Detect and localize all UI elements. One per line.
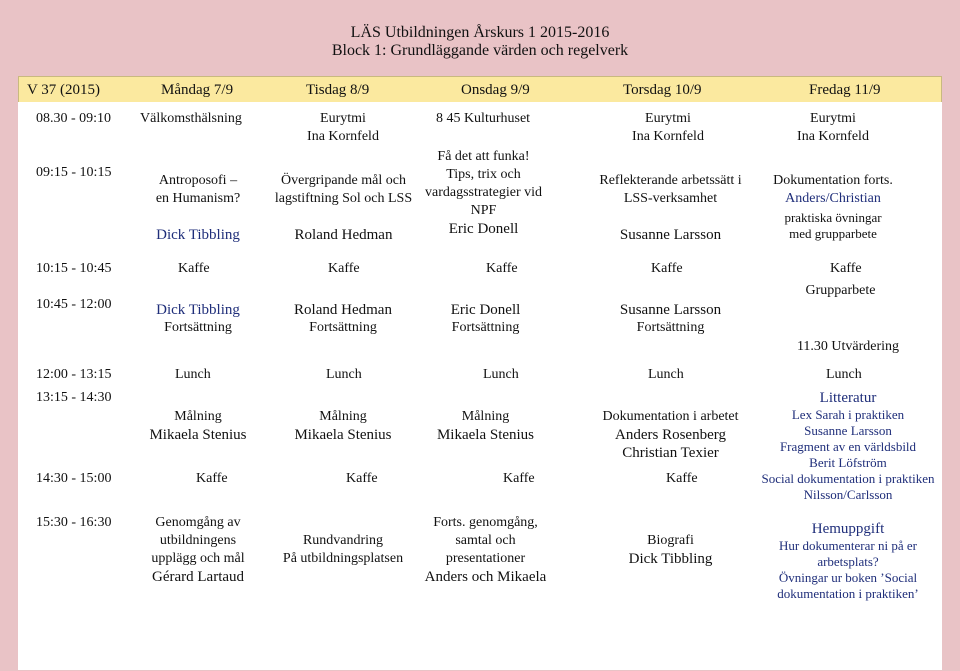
day-tuesday: Tisdag 8/9 bbox=[306, 82, 370, 98]
cell-mon-1045 bbox=[133, 301, 263, 337]
schedule-table bbox=[18, 102, 942, 670]
cell-mon-lunch: Lunch bbox=[175, 367, 211, 382]
cell-fri-1045-b: 11.30 Utvärdering bbox=[796, 339, 900, 354]
teacher: Eric Donell bbox=[450, 302, 521, 318]
cell-fri-0830 bbox=[758, 110, 908, 146]
teacher: Susanne Larsson bbox=[619, 227, 722, 243]
teacher: Ina Kornfeld bbox=[797, 129, 869, 144]
cell-tue-1045 bbox=[268, 301, 418, 337]
activity: Målning bbox=[174, 409, 222, 424]
teacher: Ina Kornfeld bbox=[632, 129, 704, 144]
cell-tue-kaffe: Kaffe bbox=[328, 261, 360, 276]
line: Tips, trix och bbox=[446, 167, 521, 182]
teacher: Gérard Lartaud bbox=[151, 569, 245, 585]
teacher: Roland Hedman bbox=[294, 227, 393, 243]
activity: Eurytmi bbox=[645, 111, 691, 126]
cell-tue-lunch: Lunch bbox=[326, 367, 362, 382]
line: Forts. genomgång, bbox=[433, 515, 538, 530]
cell-thu-1530 bbox=[583, 532, 758, 568]
time-slot: 13:15 - 14:30 bbox=[36, 390, 112, 405]
teacher: Christian Texier bbox=[622, 445, 719, 461]
cell-fri-1045-a: Grupparbete bbox=[805, 283, 876, 298]
activity: Dokumentation i arbetet bbox=[602, 409, 739, 424]
day-thursday: Torsdag 10/9 bbox=[623, 82, 702, 98]
cell-fri-kaffe: Kaffe bbox=[830, 261, 862, 276]
line: På utbildningsplatsen bbox=[282, 551, 404, 566]
cell-mon-0915 bbox=[133, 172, 263, 244]
day-monday: Måndag 7/9 bbox=[161, 82, 234, 98]
cell-wed-1315 bbox=[413, 408, 558, 444]
line: Fortsättning bbox=[636, 320, 705, 335]
line: utbildningens bbox=[159, 533, 237, 548]
cell-mon-kaffe2: Kaffe bbox=[196, 471, 228, 486]
cell-fri-1315 bbox=[748, 389, 948, 503]
activity: Eurytmi bbox=[320, 111, 366, 126]
teacher: Berit Löfström bbox=[809, 455, 887, 470]
line: Lex Sarah i praktiken bbox=[791, 407, 905, 422]
cell-fri-1530 bbox=[753, 520, 943, 602]
line: Övningar ur boken ’Social bbox=[778, 570, 918, 585]
line: praktiska övningar bbox=[784, 210, 882, 225]
cell-wed-0830: 8 45 Kulturhuset bbox=[435, 111, 531, 126]
line: en Humanism? bbox=[155, 191, 241, 206]
teacher: Mikaela Stenius bbox=[436, 427, 535, 443]
teacher: Nilsson/Carlsson bbox=[803, 487, 893, 502]
line: Fortsättning bbox=[164, 320, 232, 335]
cell-tue-0915 bbox=[266, 172, 421, 244]
time-slot: 09:15 - 10:15 bbox=[36, 165, 112, 180]
time-slot: 10:15 - 10:45 bbox=[36, 261, 112, 276]
day-friday: Fredag 11/9 bbox=[809, 82, 881, 98]
activity: Målning bbox=[461, 409, 510, 424]
document-title: LÄS Utbildningen Årskurs 1 2015-2016 bbox=[350, 24, 610, 41]
cell-thu-kaffe2: Kaffe bbox=[666, 471, 698, 486]
cell-tue-1315 bbox=[268, 408, 418, 444]
line: Övergripande mål och bbox=[281, 173, 406, 188]
cell-thu-1315 bbox=[583, 408, 758, 462]
line: samtal och bbox=[455, 533, 516, 548]
cell-wed-kaffe: Kaffe bbox=[486, 261, 518, 276]
line: Biografi bbox=[647, 533, 694, 548]
teacher: Anders/Christian bbox=[785, 191, 881, 206]
cell-thu-0915 bbox=[583, 172, 758, 244]
teacher: Susanne Larsson bbox=[804, 423, 892, 438]
activity: Eurytmi bbox=[810, 111, 856, 126]
cell-wed-kaffe2: Kaffe bbox=[503, 471, 535, 486]
teacher: Mikaela Stenius bbox=[149, 427, 247, 443]
cell-thu-kaffe: Kaffe bbox=[651, 261, 683, 276]
line: Dokumentation forts. bbox=[773, 173, 893, 188]
cell-wed-0915 bbox=[411, 148, 556, 238]
line: Fortsättning bbox=[309, 320, 377, 335]
teacher: Dick Tibbling bbox=[628, 551, 713, 567]
cell-mon-0830: Välkomsthälsning bbox=[140, 111, 242, 126]
time-slot: 14:30 - 15:00 bbox=[36, 471, 112, 486]
time-slot: 10:45 - 12:00 bbox=[36, 297, 112, 312]
line: LSS-verksamhet bbox=[623, 191, 718, 206]
cell-fri-lunch: Lunch bbox=[826, 367, 862, 382]
line: arbetsplats? bbox=[817, 554, 879, 569]
week-label: V 37 (2015) bbox=[27, 82, 101, 98]
teacher: Eric Donell bbox=[448, 221, 519, 237]
cell-fri-0915 bbox=[758, 172, 908, 242]
cell-mon-kaffe: Kaffe bbox=[178, 261, 210, 276]
teacher: Ina Kornfeld bbox=[307, 129, 379, 144]
time-slot: 08.30 - 09:10 bbox=[36, 111, 112, 126]
cell-wed-1045 bbox=[413, 301, 558, 337]
document-subtitle: Block 1: Grundläggande värden och regelverk bbox=[331, 42, 629, 59]
line: vardagsstrategier vid bbox=[424, 185, 542, 200]
line: upplägg och mål bbox=[151, 551, 245, 566]
teacher: Anders Rosenberg bbox=[615, 427, 726, 443]
line: Hur dokumenterar ni på er bbox=[779, 538, 917, 553]
time-slot: 12:00 - 13:15 bbox=[36, 367, 112, 382]
cell-tue-kaffe2: Kaffe bbox=[346, 471, 378, 486]
cell-tue-0830 bbox=[268, 110, 418, 146]
line: Fragment av en världsbild bbox=[779, 439, 917, 454]
activity: Målning bbox=[319, 409, 367, 424]
line: Social dokumentation i praktiken bbox=[761, 471, 935, 486]
line: lagstiftning Sol och LSS bbox=[274, 191, 413, 206]
cell-wed-lunch: Lunch bbox=[483, 367, 519, 382]
heading: Hemuppgift bbox=[811, 521, 885, 537]
cell-mon-1315 bbox=[133, 408, 263, 444]
line: Få det att funka! bbox=[437, 149, 530, 164]
teacher: Mikaela Stenius bbox=[294, 427, 392, 443]
line: NPF bbox=[470, 203, 497, 218]
teacher: Susanne Larsson bbox=[619, 302, 722, 318]
cell-tue-1530 bbox=[268, 532, 418, 568]
teacher: Anders och Mikaela bbox=[424, 569, 547, 585]
cell-thu-0830 bbox=[593, 110, 743, 146]
line: Rundvandring bbox=[302, 533, 384, 548]
cell-thu-1045 bbox=[583, 301, 758, 337]
teacher: Roland Hedman bbox=[294, 302, 392, 318]
line: Fortsättning bbox=[451, 320, 520, 335]
cell-wed-1530 bbox=[413, 514, 558, 586]
teacher: Dick Tibbling bbox=[156, 302, 240, 318]
cell-mon-1530 bbox=[133, 514, 263, 586]
line: Antroposofi – bbox=[158, 173, 238, 188]
line: presentationer bbox=[445, 551, 526, 566]
line: Reflekterande arbetssätt i bbox=[599, 173, 742, 188]
line: dokumentation i praktiken’ bbox=[777, 586, 919, 601]
teacher: Dick Tibbling bbox=[156, 227, 240, 243]
time-slot: 15:30 - 16:30 bbox=[36, 515, 112, 530]
line: Genomgång av bbox=[155, 515, 241, 530]
heading: Litteratur bbox=[819, 390, 877, 406]
day-wednesday: Onsdag 9/9 bbox=[461, 82, 530, 98]
day-header-row bbox=[18, 76, 942, 104]
line: med grupparbete bbox=[789, 226, 877, 241]
cell-thu-lunch: Lunch bbox=[648, 367, 684, 382]
